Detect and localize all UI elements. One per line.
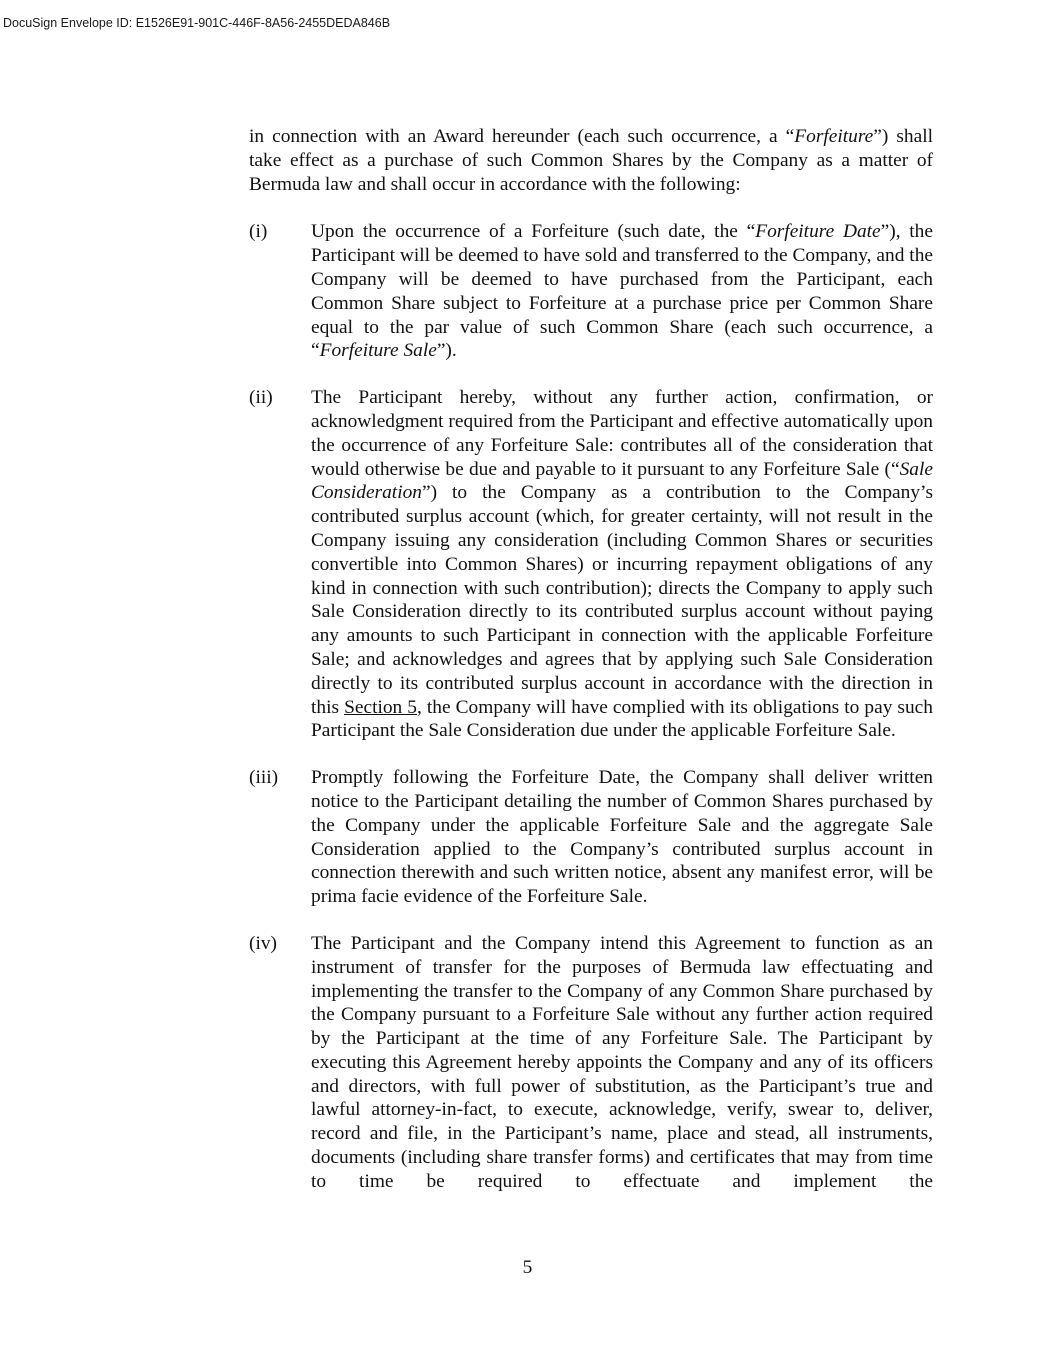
sale-consideration-term: Sale Consideration xyxy=(311,458,933,504)
list-item-ii xyxy=(249,386,933,743)
item-text-ii xyxy=(311,386,933,743)
item-label-ii: (ii) xyxy=(249,387,273,409)
forfeiture-term: Forfeiture xyxy=(794,126,874,147)
list-item-iii xyxy=(249,766,933,909)
intro-text-2: ”) shall take effect as a purchase of such Common Shares by the Company as a matter of Bermuda law and shall occur in accordance with the following: xyxy=(249,126,933,195)
item-i-text-1: Upon the occurrence of a Forfeiture (such date, the “ xyxy=(311,221,756,243)
item-ii-text-3: , the Company will have complied with its obligations to pay such Participant the Sale Consideration due under the applicable Forfeiture Sale. xyxy=(311,696,933,742)
item-i-text-3: ”). xyxy=(436,340,457,362)
item-text-i xyxy=(311,220,933,363)
list-item-i xyxy=(249,220,933,363)
intro-text-1: in connection with an Award hereunder (each such occurrence, a “ xyxy=(249,126,795,147)
item-text-iv: The Participant and the Company intend this Agreement to function as an instrument of transfer for the purposes of Bermuda law effectuating and implementing the transfer to the Company of any Common Share purchased by the Company pursuant to a Forfeiture Sale without any further action required by the Participant at the time of any Forfeiture Sale. The Participant by executing this Agreement hereby appoints the Company and any of its officers and directors, with full power of substitution, as the Participant’s true and lawful attorney-in-fact, to execute, acknowledge, verify, swear to, deliver, record and file, in the Participant’s name, place and stead, all instruments, documents (including share transfer forms) and certificates that may from time to time be required to effectuate and implement the xyxy=(311,932,933,1192)
item-text-iii: Promptly following the Forfeiture Date, the Company shall deliver written notice to the Participant detailing the number of Common Shares purchased by the Company under the applicable Forfeiture Sale and the aggregate Sale Consideration applied to the Company’s contributed surplus account in connection therewith and such written notice, absent any manifest error, will be prima facie evidence of the Forfeiture Sale. xyxy=(311,767,933,908)
forfeiture-sale-term: Forfeiture Sale xyxy=(319,340,437,362)
item-i-text-2: ”), the Participant will be deemed to have sold and transferred to the Company, and the Company will be deemed to have purchased from the Participant, each Common Share subject to Forfeiture at a purchase price per Common Share equal to the par value of such Common Share (each such occurrence, a “ xyxy=(311,221,933,362)
item-ii-text-2: ”) to the Company as a contribution to the Company’s contributed surplus account (which, for greater certainty, will not result in the Company issuing any consideration (including Common Shares or securities convertible into Common Shares) or incurring repayment obligations of any kind in connection with such contribution); directs the Company to apply such Sale Consideration directly to its contributed surplus account without paying any amounts to such Participant in connection with the applicable Forfeiture Sale; and acknowledges and agrees that by applying such Sale Consideration directly to its contributed surplus account in accordance with the direction in this xyxy=(311,482,933,718)
item-label-iii: (iii) xyxy=(249,767,279,789)
intro-paragraph xyxy=(249,125,933,196)
item-ii-text-1: The Participant hereby, without any further action, confirmation, or acknowledgment required from the Participant and effective automatically upon the occurrence of any Forfeiture Sale: contributes all of the consideration that would otherwise be due and payable to it pursuant to any Forfeiture Sale (“ xyxy=(311,387,933,480)
document-body xyxy=(249,125,933,1217)
docusign-envelope-id: DocuSign Envelope ID: E1526E91-901C-446F-8A56-2455DEDA846B xyxy=(3,16,391,30)
item-label-i: (i) xyxy=(249,221,268,243)
section-5-reference: Section 5 xyxy=(344,696,417,718)
forfeiture-date-term: Forfeiture Date xyxy=(755,221,881,243)
list-item-iv xyxy=(249,932,933,1194)
item-label-iv: (iv) xyxy=(249,932,277,954)
page-number: 5 xyxy=(522,1257,533,1278)
